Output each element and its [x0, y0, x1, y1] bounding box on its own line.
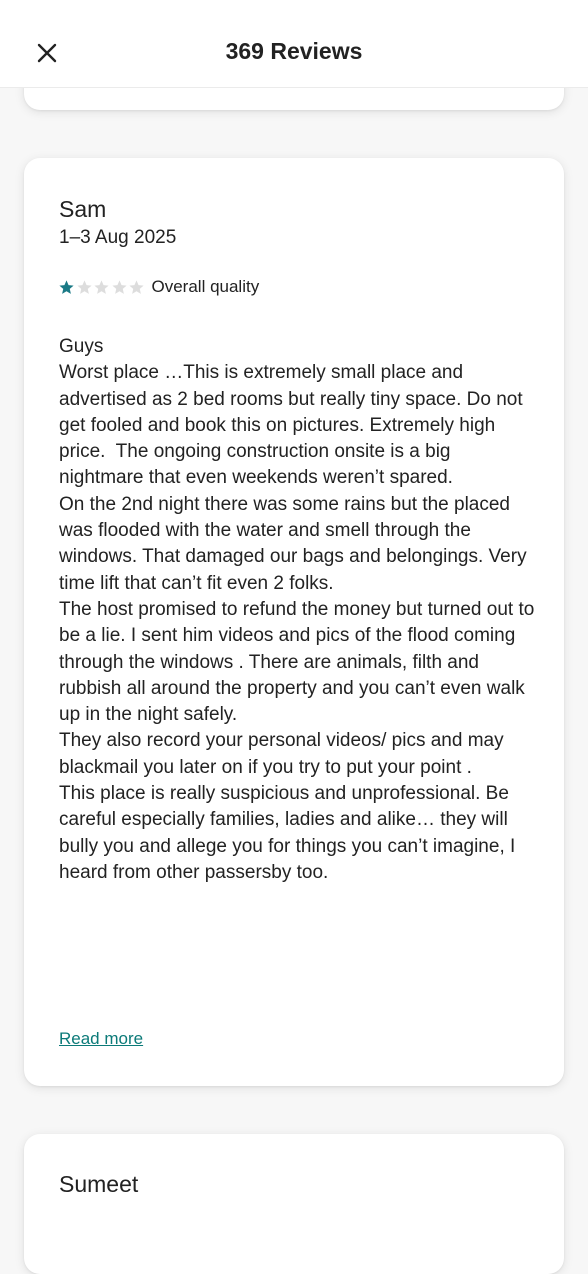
star-empty-icon — [93, 279, 110, 296]
star-empty-icon — [128, 279, 145, 296]
review-card — [24, 158, 564, 1086]
review-card-next — [24, 1134, 564, 1274]
page-title: 369 Reviews — [225, 38, 363, 64]
star-filled-icon — [58, 279, 75, 296]
star-empty-icon — [76, 279, 93, 296]
rating-row — [58, 276, 259, 298]
star-empty-icon — [111, 279, 128, 296]
reviewer-name: Sam — [59, 196, 107, 222]
review-date: 1–3 Aug 2025 — [59, 227, 177, 248]
rating-label: Overall quality — [151, 277, 260, 296]
reviewer-name: Sumeet — [59, 1171, 139, 1197]
review-text: Guys Worst place …This is extremely small place and advertised as 2 bed rooms but really tiny space. Do not get fooled and book this on pictures. Extremely high price. The ongoing construction onsite is a big nightmare that even weekends weren’t spared. On the 2nd night there was some rains but the placed was flooded with the water and smell through the windows. That damaged our bags and belongings. Very time lift that can’t fit even 2 folks. The host promised to refund the money but turned out to be a lie. I sent him videos and pics of the flood coming through the windows . There are animals, filth and rubbish all around the property and you can’t even walk up in the night safely. They also record your personal videos/ pics and may blackmail you later on if you try to put your point . This place is really suspicious and unprofessional. Be careful especially families, ladies and alike… they will bully you and allege you for things you can’t imagine, I heard from other passersby too. — [59, 336, 535, 883]
review-date-partial — [59, 1202, 239, 1210]
read-more-link[interactable]: Read more — [59, 1029, 144, 1048]
header-bar — [0, 0, 588, 88]
